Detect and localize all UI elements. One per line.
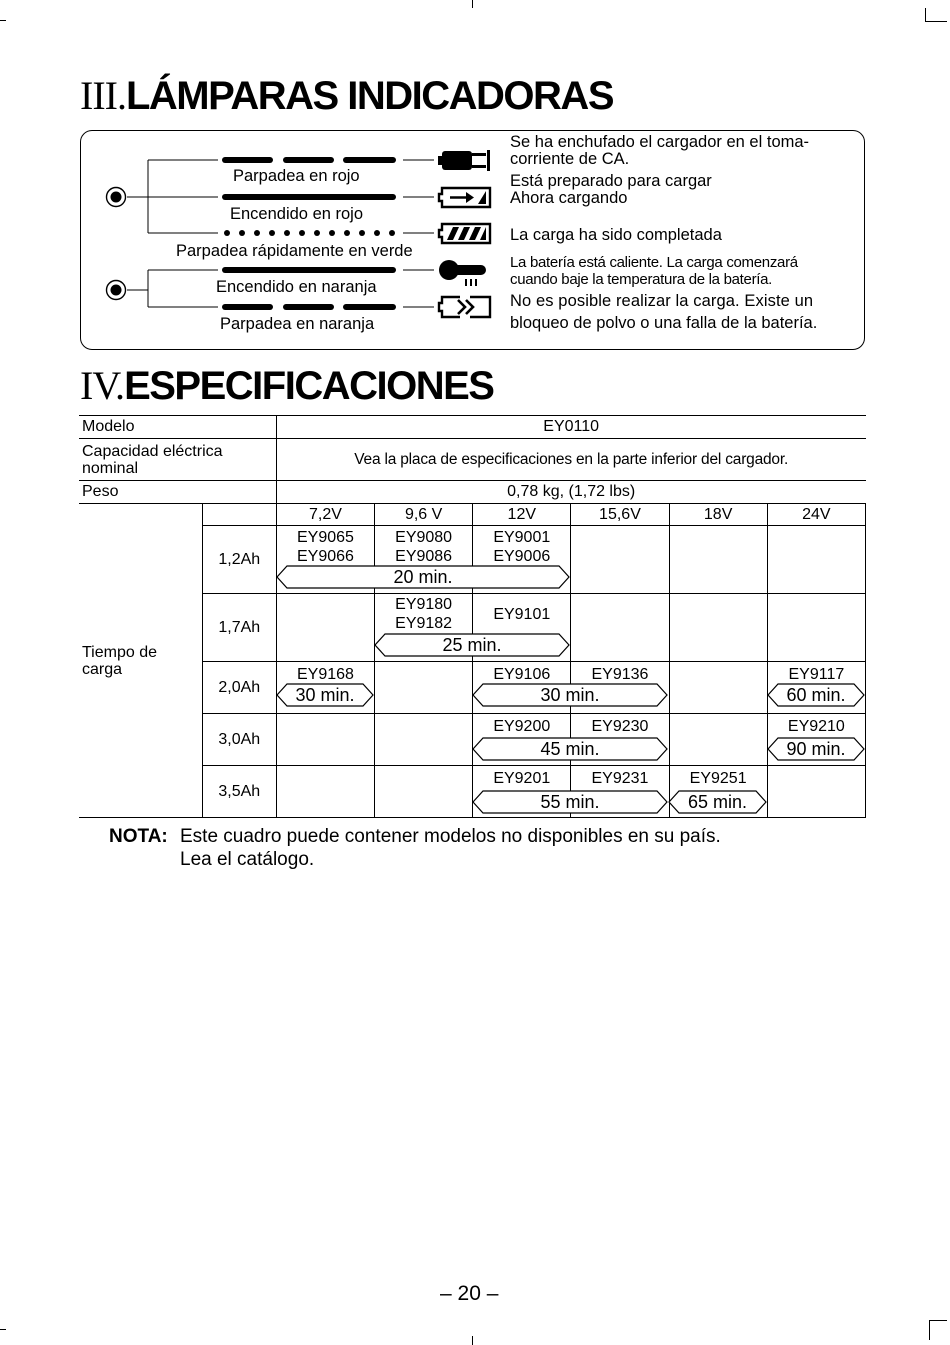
lamp-label-fast-green: Parpadea rápidamente en verde <box>176 242 413 260</box>
model-cell <box>571 594 669 662</box>
voltage-header: 18V <box>669 504 767 526</box>
charge-time-value: 30 min. <box>295 685 355 705</box>
battery-full-icon <box>438 222 494 246</box>
model-cell <box>669 594 767 662</box>
voltage-header: 15,6V <box>571 504 669 526</box>
charge-time-value: 25 min. <box>442 635 502 655</box>
voltage-header: 12V <box>473 504 571 526</box>
desc-fault-line2: bloqueo de polvo o una falla de la batería. <box>510 314 818 332</box>
capacity-row-label: 3,0Ah <box>202 714 276 766</box>
section-numeral: IV. <box>80 363 125 408</box>
charge-time-value: 65 min. <box>687 792 748 812</box>
desc-ready: Está preparado para cargar <box>510 172 712 190</box>
model-number: EY9080 <box>395 529 453 546</box>
crop-mark <box>472 1336 473 1345</box>
model-number: EY9001 <box>493 529 551 546</box>
capacity-row-label: 3,5Ah <box>202 766 276 818</box>
charge-time-value: 20 min. <box>393 567 453 587</box>
capacity-row-label: 2,0Ah <box>202 662 276 714</box>
plug-icon <box>438 148 494 174</box>
desc-hot-line2: cuando baje la temperatura de la batería. <box>510 271 773 288</box>
note-line1: Este cuadro puede contener modelos no disponibles en su país. <box>180 826 721 847</box>
charge-time-value: 60 min. <box>786 685 846 705</box>
model-number: EY9231 <box>591 770 649 787</box>
capacity-value: Vea la placa de especificaciones en la parte inferior del cargador. <box>276 439 865 481</box>
page-number: – 20 – <box>440 1282 499 1305</box>
charge-time-value: 45 min. <box>540 739 600 759</box>
charge-time-label-line1: Tiempo de <box>82 643 157 661</box>
desc-plugged-line1: Se ha enchufado el cargador en el toma- <box>510 133 810 151</box>
model-cell <box>375 714 473 766</box>
model-number: EY9106 <box>493 666 551 683</box>
section-numeral: III. <box>80 73 126 118</box>
crop-mark <box>929 1320 930 1340</box>
model-cell <box>669 662 767 714</box>
model-number: EY9230 <box>591 718 649 735</box>
model-cell <box>375 662 473 714</box>
thermometer-icon <box>438 258 494 288</box>
desc-plugged-line2: corriente de CA. <box>510 150 630 168</box>
charge-time-label <box>79 504 202 818</box>
lamp-label-blink-red: Parpadea en rojo <box>233 167 360 185</box>
model-number: EY9136 <box>591 666 649 683</box>
model-cell <box>669 526 767 594</box>
section-title: LÁMPARAS INDICADORAS <box>125 74 613 118</box>
battery-fault-icon <box>438 294 494 320</box>
charge-time-value: 30 min. <box>540 685 600 705</box>
model-cell <box>276 714 374 766</box>
section-title: ESPECIFICACIONES <box>124 364 494 408</box>
charge-time-value: 55 min. <box>540 792 600 812</box>
model-number: EY9006 <box>493 548 551 565</box>
capacity-label-line2: nominal <box>82 459 139 477</box>
model-number: EY9200 <box>493 718 551 735</box>
model-cell <box>375 766 473 818</box>
capacity-label-line1: Capacidad eléctrica <box>82 442 223 460</box>
desc-charging: Ahora cargando <box>510 189 628 207</box>
model-value: EY0110 <box>276 416 865 439</box>
charge-time-label-line2: carga <box>82 660 123 678</box>
lamp-icon <box>104 279 128 303</box>
model-cell <box>276 594 374 662</box>
model-cell <box>571 526 669 594</box>
capacity-label <box>79 439 276 481</box>
desc-hot-line1: La batería está caliente. La carga comenzará <box>510 254 798 271</box>
crop-mark <box>0 1329 6 1330</box>
model-number: EY9210 <box>787 718 845 735</box>
model-number: EY9201 <box>493 770 551 787</box>
voltage-header: 7,2V <box>276 504 374 526</box>
model-number: EY9101 <box>493 606 551 623</box>
model-cell <box>276 766 374 818</box>
model-number: EY9065 <box>296 529 354 546</box>
crop-mark <box>929 1320 947 1321</box>
note-label: NOTA: <box>109 826 168 847</box>
battery-arrow-icon <box>438 186 494 210</box>
desc-complete: La carga ha sido completada <box>510 226 722 244</box>
model-number: EY9168 <box>296 666 354 683</box>
model-cell <box>669 714 767 766</box>
capacity-row-label: 1,2Ah <box>202 526 276 594</box>
model-cell <box>767 594 865 662</box>
capacity-row-label: 1,7Ah <box>202 594 276 662</box>
lamp-label-on-red: Encendido en rojo <box>230 205 364 223</box>
voltage-header-blank <box>202 504 276 526</box>
model-number: EY9180 <box>395 596 453 613</box>
model-number: EY9117 <box>788 666 845 683</box>
lamp-icon <box>104 186 128 210</box>
model-number: EY9086 <box>395 548 453 565</box>
lamp-label-blink-orange: Parpadea en naranja <box>220 315 375 333</box>
model-label: Modelo <box>79 416 276 439</box>
voltage-header: 24V <box>767 504 865 526</box>
model-number: EY9251 <box>689 770 747 787</box>
model-cell <box>767 526 865 594</box>
charge-time-value: 90 min. <box>786 739 846 759</box>
model-number: EY9066 <box>296 548 354 565</box>
weight-label: Peso <box>79 481 276 504</box>
model-cell <box>767 766 865 818</box>
model-number: EY9182 <box>395 615 453 632</box>
section-heading-especificaciones <box>80 363 494 408</box>
weight-value: 0,78 kg, (1,72 lbs) <box>276 481 865 504</box>
note <box>109 825 721 871</box>
voltage-header: 9,6 V <box>375 504 473 526</box>
lamp-label-on-orange: Encendido en naranja <box>216 278 377 296</box>
note-line2: Lea el catálogo. <box>180 849 315 870</box>
desc-fault-line1: No es posible realizar la carga. Existe un <box>510 292 814 310</box>
